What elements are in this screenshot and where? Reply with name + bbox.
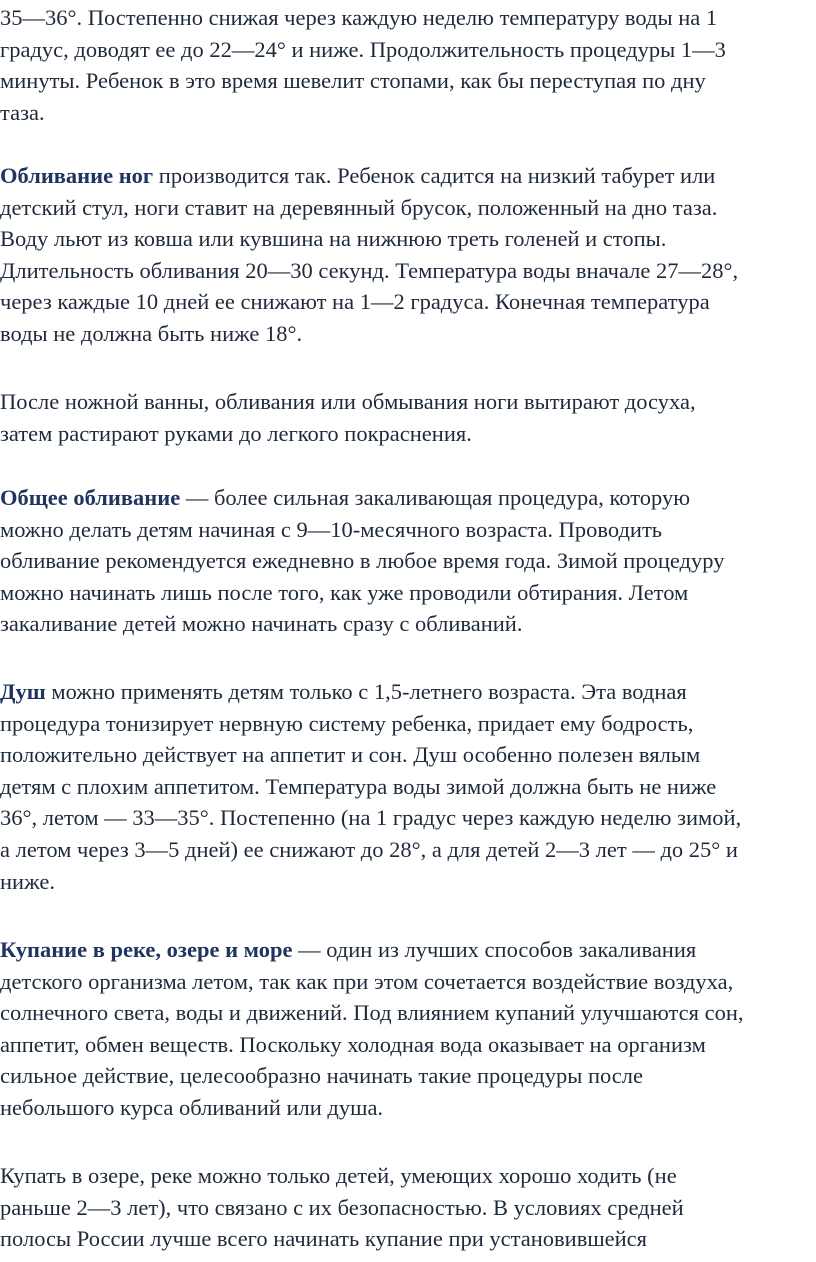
text-line: солнечного света, воды и движений. Под влиянием купаний улучшаются сон, [0,1000,744,1026]
paragraph-leg-dousing [0,160,816,350]
text-line: аппетит, обмен веществ. Поскольку холодная вода оказывает на организм [0,1031,706,1057]
text-line: После ножной ванны, обливания или обмывания ноги вытирают досуха, [0,389,696,414]
text-line: а летом через 3—5 дней) ее снижают до 28°, а для детей 2—3 лет — до 25° и [0,836,738,862]
paragraph-after-bath [0,386,816,449]
text-line: сильное действие, целесообразно начинать такие процедуры после [0,1063,644,1089]
text-line: градус, доводят ее до 22—24° и ниже. Продолжительность процедуры 1—3 [0,36,726,62]
text-line: процедура тонизирует нервную систему ребенка, придает ему бодрость, [0,710,694,736]
text-line: детям с плохим аппетитом. Температура воды зимой должна быть не ниже [0,773,717,799]
term-heading: Обливание ног [0,163,154,188]
text-fragment: производится так. Ребенок садится на низкий табурет или [153,163,716,188]
paragraph-lake-bathing [0,1160,816,1255]
text-line: Воду льют из ковша или кувшина на нижнюю треть голеней и стопы. [0,226,667,252]
text-line: небольшого курса обливаний или душа. [0,1094,384,1120]
text-line: затем растирают руками до легкого покраснения. [0,420,472,446]
text-line: 36°, летом — 33—35°. Постепенно (на 1 градус через каждую неделю зимой, [0,805,742,831]
text-line: детский стул, ноги ставит на деревянный брусок, положенный на дно таза. [0,194,718,220]
term-heading: Купание в реке, озере и море [0,937,293,962]
text-line: можно делать детям начиная с 9—10-месячного возраста. Проводить [0,516,663,542]
text-fragment: можно применять детям только с 1,5-летнего возраста. Эта водная [45,679,687,704]
text-line [0,160,816,192]
text-line: минуты. Ребенок в это время шевелит стопами, как бы переступая по дну [0,68,706,94]
text-line: раньше 2—3 лет), что связано с их безопасностью. В условиях средней [0,1194,684,1220]
text-line: таза. [0,99,45,125]
text-line: Купать в озере, реке можно только детей, умеющих хорошо ходить (не [0,1163,677,1188]
text-fragment: — один из лучших способов закаливания [292,937,697,962]
term-heading: Душ [0,679,46,704]
text-line: можно начинать лишь после того, как уже проводили обтирания. Летом [0,579,689,605]
text-line: обливание рекомендуется ежедневно в любое время года. Зимой процедуру [0,548,725,574]
text-line: 35—36°. Постепенно снижая через каждую неделю температуру воды на 1 [0,5,718,30]
term-heading: Общее обливание [0,485,181,510]
text-line: ниже. [0,868,55,894]
text-line: полосы России лучше всего начинать купание при установившейся [0,1226,648,1252]
text-line: Длительность обливания 20—30 секунд. Температура воды вначале 27—28°, [0,257,739,283]
text-line: воды не должна быть ниже 18°. [0,320,303,346]
text-fragment: — более сильная закаливающая процедура, которую [180,485,691,510]
text-line [0,676,816,708]
text-line: положительно действует на аппетит и сон. Душ особенно полезен вялым [0,742,701,768]
text-line: через каждые 10 дней ее снижают на 1—2 градуса. Конечная температура [0,289,710,315]
text-line: закаливание детей можно начинать сразу с обливаний. [0,611,523,637]
text-line: детского организма летом, так как при этом сочетается воздействие воздуха, [0,968,734,994]
paragraph-general-dousing [0,482,816,640]
text-line [0,482,816,514]
paragraph-shower [0,676,816,897]
paragraph-swimming [0,934,816,1124]
text-line [0,934,816,966]
paragraph-water-temperature [0,2,816,128]
